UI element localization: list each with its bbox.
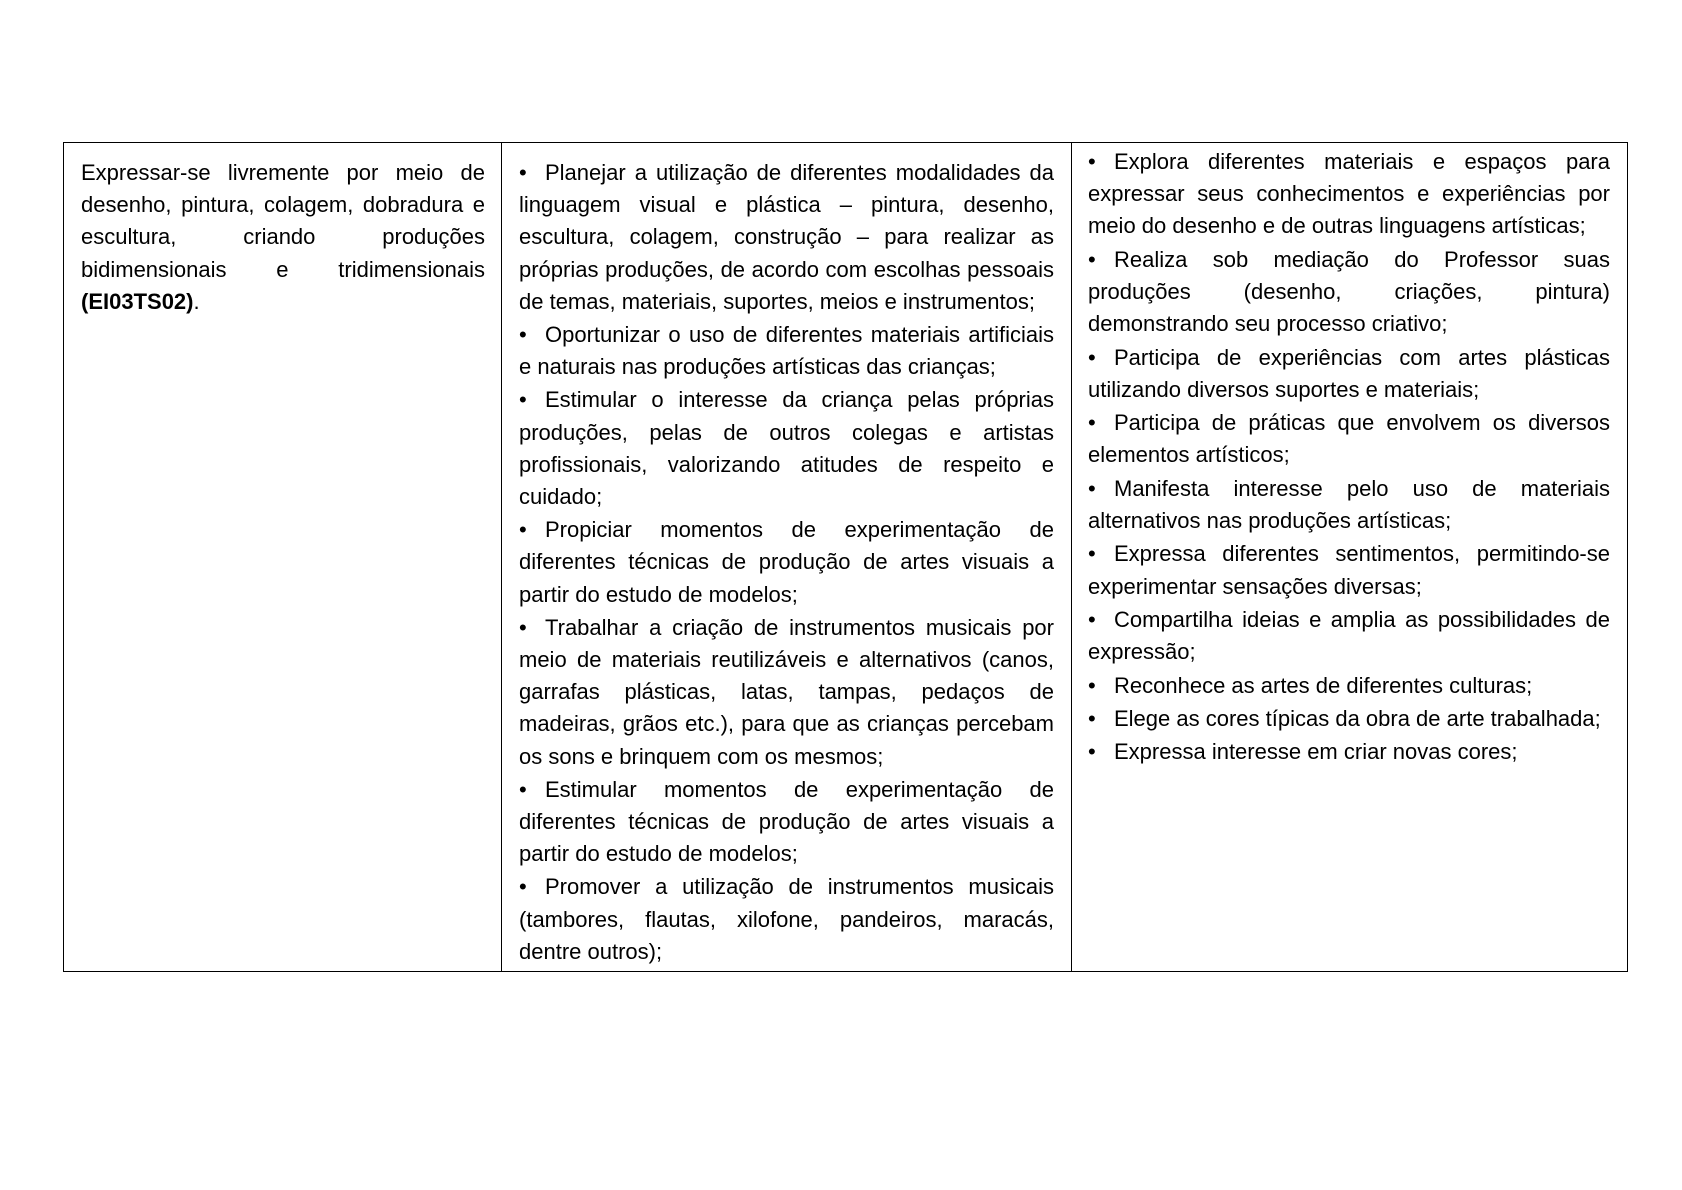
- evaluation-cell: [1072, 143, 1628, 972]
- bullet-icon: •: [519, 160, 527, 185]
- bullet-icon: •: [1088, 672, 1096, 698]
- bullet-icon: •: [519, 517, 527, 543]
- objective-paragraph: [64, 143, 501, 318]
- strategy-text: Trabalhar a criação de instrumentos musicais por meio de materiais reutilizáveis e alternativos (canos, garrafas plásticas, latas, tampas, pedaços de madeiras, grãos etc.), para que as crianças percebam os sons e brinquem com os mesmos;: [519, 614, 1054, 769]
- list-item: [1088, 538, 1610, 602]
- list-item: [519, 871, 1054, 968]
- bullet-icon: •: [1088, 606, 1096, 632]
- bullet-icon: •: [1088, 739, 1096, 765]
- bullet-icon: •: [519, 776, 527, 802]
- list-item: [519, 514, 1054, 611]
- list-item: [519, 774, 1054, 871]
- evaluation-text: Participa de experiências com artes plásticas utilizando diversos suportes e materiais;: [1088, 344, 1610, 402]
- bullet-icon: •: [1088, 705, 1096, 731]
- evaluation-text: Reconhece as artes de diferentes culturas;: [1114, 672, 1533, 698]
- list-item: [1088, 244, 1610, 341]
- bullet-icon: •: [1088, 475, 1096, 501]
- strategy-text: Estimular o interesse da criança pelas próprias produções, pelas de outros colegas e artistas profissionais, valorizando atitudes de respeito e cuidado;: [519, 387, 1054, 510]
- list-item: [1088, 342, 1610, 406]
- evaluation-list: [1088, 146, 1610, 769]
- table-row: [64, 143, 1628, 972]
- strategy-text: Estimular momentos de experimentação de diferentes técnicas de produção de artes visuais a partir do estudo de modelos;: [519, 776, 1054, 867]
- list-item: [519, 384, 1054, 513]
- strategy-text: Planejar a utilização de diferentes modalidades da linguagem visual e plástica – pintura, desenho, escultura, colagem, construção – para realizar as próprias produções, de acordo com escolhas pessoais de temas, materiais, suportes, meios e instrumentos;: [519, 160, 1054, 314]
- bullet-icon: •: [1088, 149, 1096, 174]
- bullet-icon: •: [1088, 344, 1096, 370]
- list-item: [519, 612, 1054, 773]
- evaluation-text: Manifesta interesse pelo uso de materiais alternativos nas produções artísticas;: [1088, 475, 1610, 533]
- strategy-text: Promover a utilização de instrumentos musicais (tambores, flautas, xilofone, pandeiros, maracás, dentre outros);: [519, 874, 1054, 964]
- bullet-icon: •: [519, 874, 527, 900]
- evaluation-text: Realiza sob mediação do Professor suas produções (desenho, criações, pintura) demonstrando seu processo criativo;: [1088, 246, 1610, 337]
- evaluation-text: Expressa interesse em criar novas cores;: [1114, 739, 1518, 765]
- objective-text: Expressar-se livremente por meio de desenho, pintura, colagem, dobradura e escultura, criando produções bidimensionais e tridimensionais: [81, 160, 485, 282]
- bullet-icon: •: [1088, 541, 1096, 567]
- objective-cell: [64, 143, 502, 972]
- bullet-icon: •: [519, 322, 527, 348]
- list-item: [519, 157, 1054, 318]
- list-item: [1088, 736, 1610, 768]
- strategy-text: Oportunizar o uso de diferentes materiais artificiais e naturais nas produções artísticas das crianças;: [519, 322, 1054, 380]
- objective-suffix: .: [193, 288, 200, 314]
- list-item: [1088, 146, 1610, 243]
- strategy-text: Propiciar momentos de experimentação de diferentes técnicas de produção de artes visuais a partir do estudo de modelos;: [519, 517, 1054, 607]
- list-item: [1088, 407, 1610, 471]
- bullet-icon: •: [519, 614, 527, 640]
- evaluation-text: Elege as cores típicas da obra de arte trabalhada;: [1114, 705, 1601, 731]
- list-item: [519, 319, 1054, 383]
- strategies-cell: [502, 143, 1072, 972]
- objective-code: (EI03TS02): [81, 288, 194, 314]
- evaluation-text: Expressa diferentes sentimentos, permitindo-se experimentar sensações diversas;: [1088, 541, 1610, 599]
- evaluation-text: Compartilha ideias e amplia as possibilidades de expressão;: [1088, 606, 1610, 665]
- bullet-icon: •: [1088, 410, 1096, 436]
- bullet-icon: •: [519, 387, 527, 413]
- evaluation-text: Participa de práticas que envolvem os diversos elementos artísticos;: [1088, 410, 1610, 468]
- evaluation-text: Explora diferentes materiais e espaços para expressar seus conhecimentos e experiências por meio do desenho e de outras linguagens artísticas;: [1088, 149, 1610, 239]
- list-item: [1088, 604, 1610, 668]
- bullet-icon: •: [1088, 246, 1096, 272]
- curriculum-table: [63, 142, 1628, 972]
- list-item: [1088, 670, 1610, 702]
- strategies-list: [519, 157, 1054, 968]
- list-item: [1088, 473, 1610, 537]
- list-item: [1088, 703, 1610, 735]
